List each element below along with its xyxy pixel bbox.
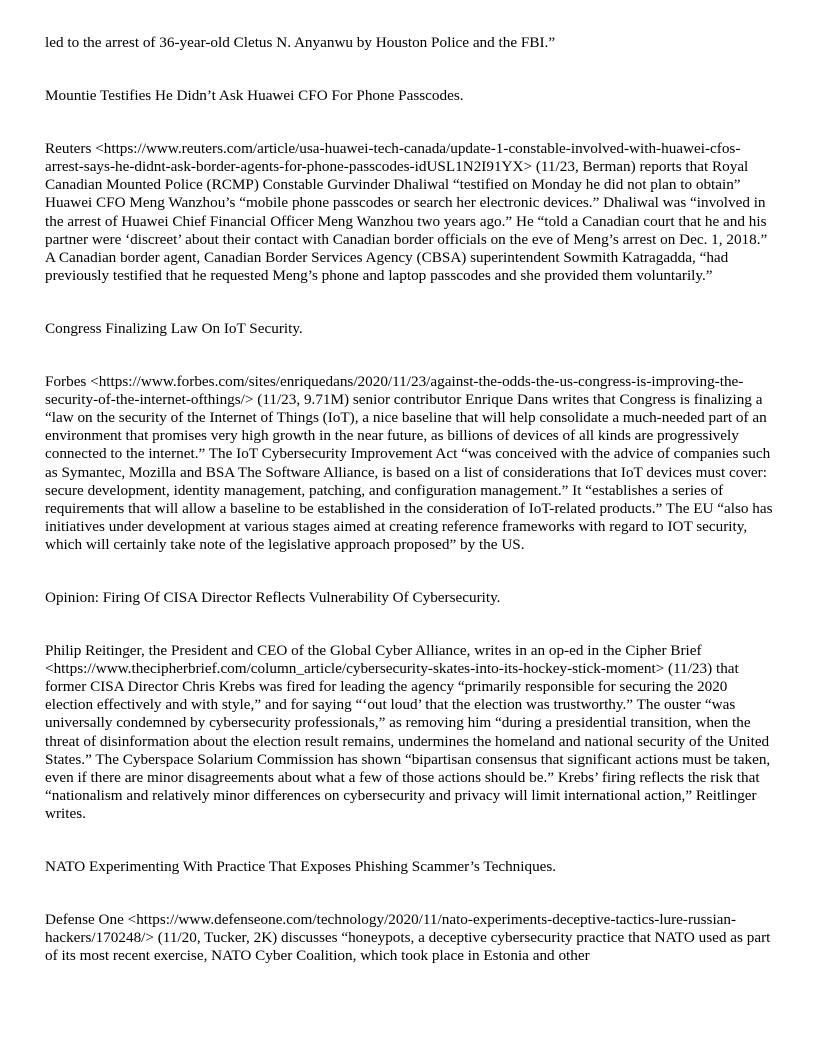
paragraph-continuation: led to the arrest of 36-year-old Cletus N. Anyanwu by Houston Police and the FBI.” <box>45 34 556 51</box>
article-cipher-brief: Philip Reitinger, the President and CEO of the Global Cyber Alliance, writes in an op-ed in the Cipher Brief <https://www.thecipherbrief.com/column_article/cybersecurity-skates-into-its-hockey-stick-moment> (11/23) that former CISA Director Chris Krebs was fired for leading the agency “primarily responsible for securing the 2020 election effectively and with style,” and for saying “‘out loud’ that the election was trustworthy.” The ouster “was universally condemned by cybersecurity professionals,” as removing him “during a presidential transition, when the threat of disinformation about the election result remains, undermines the homeland and national security of the United States.” The Cyberspace Solarium Commission has shown “bipartisan consensus that significant actions must be taken, even if there are minor disagreements about what a few of those actions should be.” Krebs’ firing reflects the risk that “nationalism and relatively minor differences on cybersecurity and privacy will limit international action,” Reitlinger writes. <box>45 642 771 822</box>
article-defense-one: Defense One <https://www.defenseone.com/technology/2020/11/nato-experiments-deceptive-tactics-lure-russian-hackers/170248/> (11/20, Tucker, 2K) discusses “honeypots, a deceptive cybersecurity practice that NATO used as part of its most recent exercise, NATO Cyber Coalition, which took place in Estonia and other <box>45 911 771 965</box>
headline-mountie-huawei: Mountie Testifies He Didn’t Ask Huawei CFO For Phone Passcodes. <box>45 87 464 105</box>
article-reuters: Reuters <https://www.reuters.com/article/usa-huawei-tech-canada/update-1-constable-involved-with-huawei-cfos-arrest-says-he-didnt-ask-border-agents-for-phone-passcodes-idUSL1N2I91YX> (11/23, Berman) reports that Royal Canadian Mounted Police (RCMP) Constable Gurvinder Dhaliwal “testified on Monday he did not plan to obtain” Huawei CFO Meng Wanzhou’s “mobile phone passcodes or search her electronic devices.” Dhaliwal was “involved in the arrest of Huawei Chief Financial Officer Meng Wanzhou two years ago.” He “told a Canadian court that he and his partner were ‘discreet’ about their contact with Canadian border officials on the eve of Meng’s arrest on Dec. 1, 2018.” A Canadian border agent, Canadian Border Services Agency (CBSA) superintendent Sowmith Katragadda, “had previously testified that he requested Meng’s phone and laptop passcodes and she provided them voluntarily.” <box>45 140 768 284</box>
headline-congress-iot: Congress Finalizing Law On IoT Security. <box>45 319 303 337</box>
article-forbes: Forbes <https://www.forbes.com/sites/enriquedans/2020/11/23/against-the-odds-the-us-congress-is-improving-the-security-of-the-internet-ofthings/> (11/23, 9.71M) senior contributor Enrique Dans writes that Congress is finalizing a “law on the security of the Internet of Things (IoT), a nice baseline that will help consolidate a much-needed part of an environment that promises very high growth in the near future, as billions of devices of all kinds are progressively connected to the internet.” The IoT Cybersecurity Improvement Act “was conceived with the advice of companies such as Symantec, Mozilla and BSA The Software Alliance, is based on a list of considerations that IoT devices must cover: secure development, identity management, patching, and configuration management.” It “establishes a series of requirements that will allow a baseline to be established in the consideration of IoT-related products.” The EU “also has initiatives under development at various stages aimed at creating reference frameworks with regard to IOT security, which will certainly take note of the legislative approach proposed” by the US. <box>45 373 773 553</box>
headline-cisa-opinion: Opinion: Firing Of CISA Director Reflects Vulnerability Of Cybersecurity. <box>45 588 501 606</box>
document-page <box>45 34 775 965</box>
headline-nato-phishing: NATO Experimenting With Practice That Exposes Phishing Scammer’s Techniques. <box>45 858 557 875</box>
